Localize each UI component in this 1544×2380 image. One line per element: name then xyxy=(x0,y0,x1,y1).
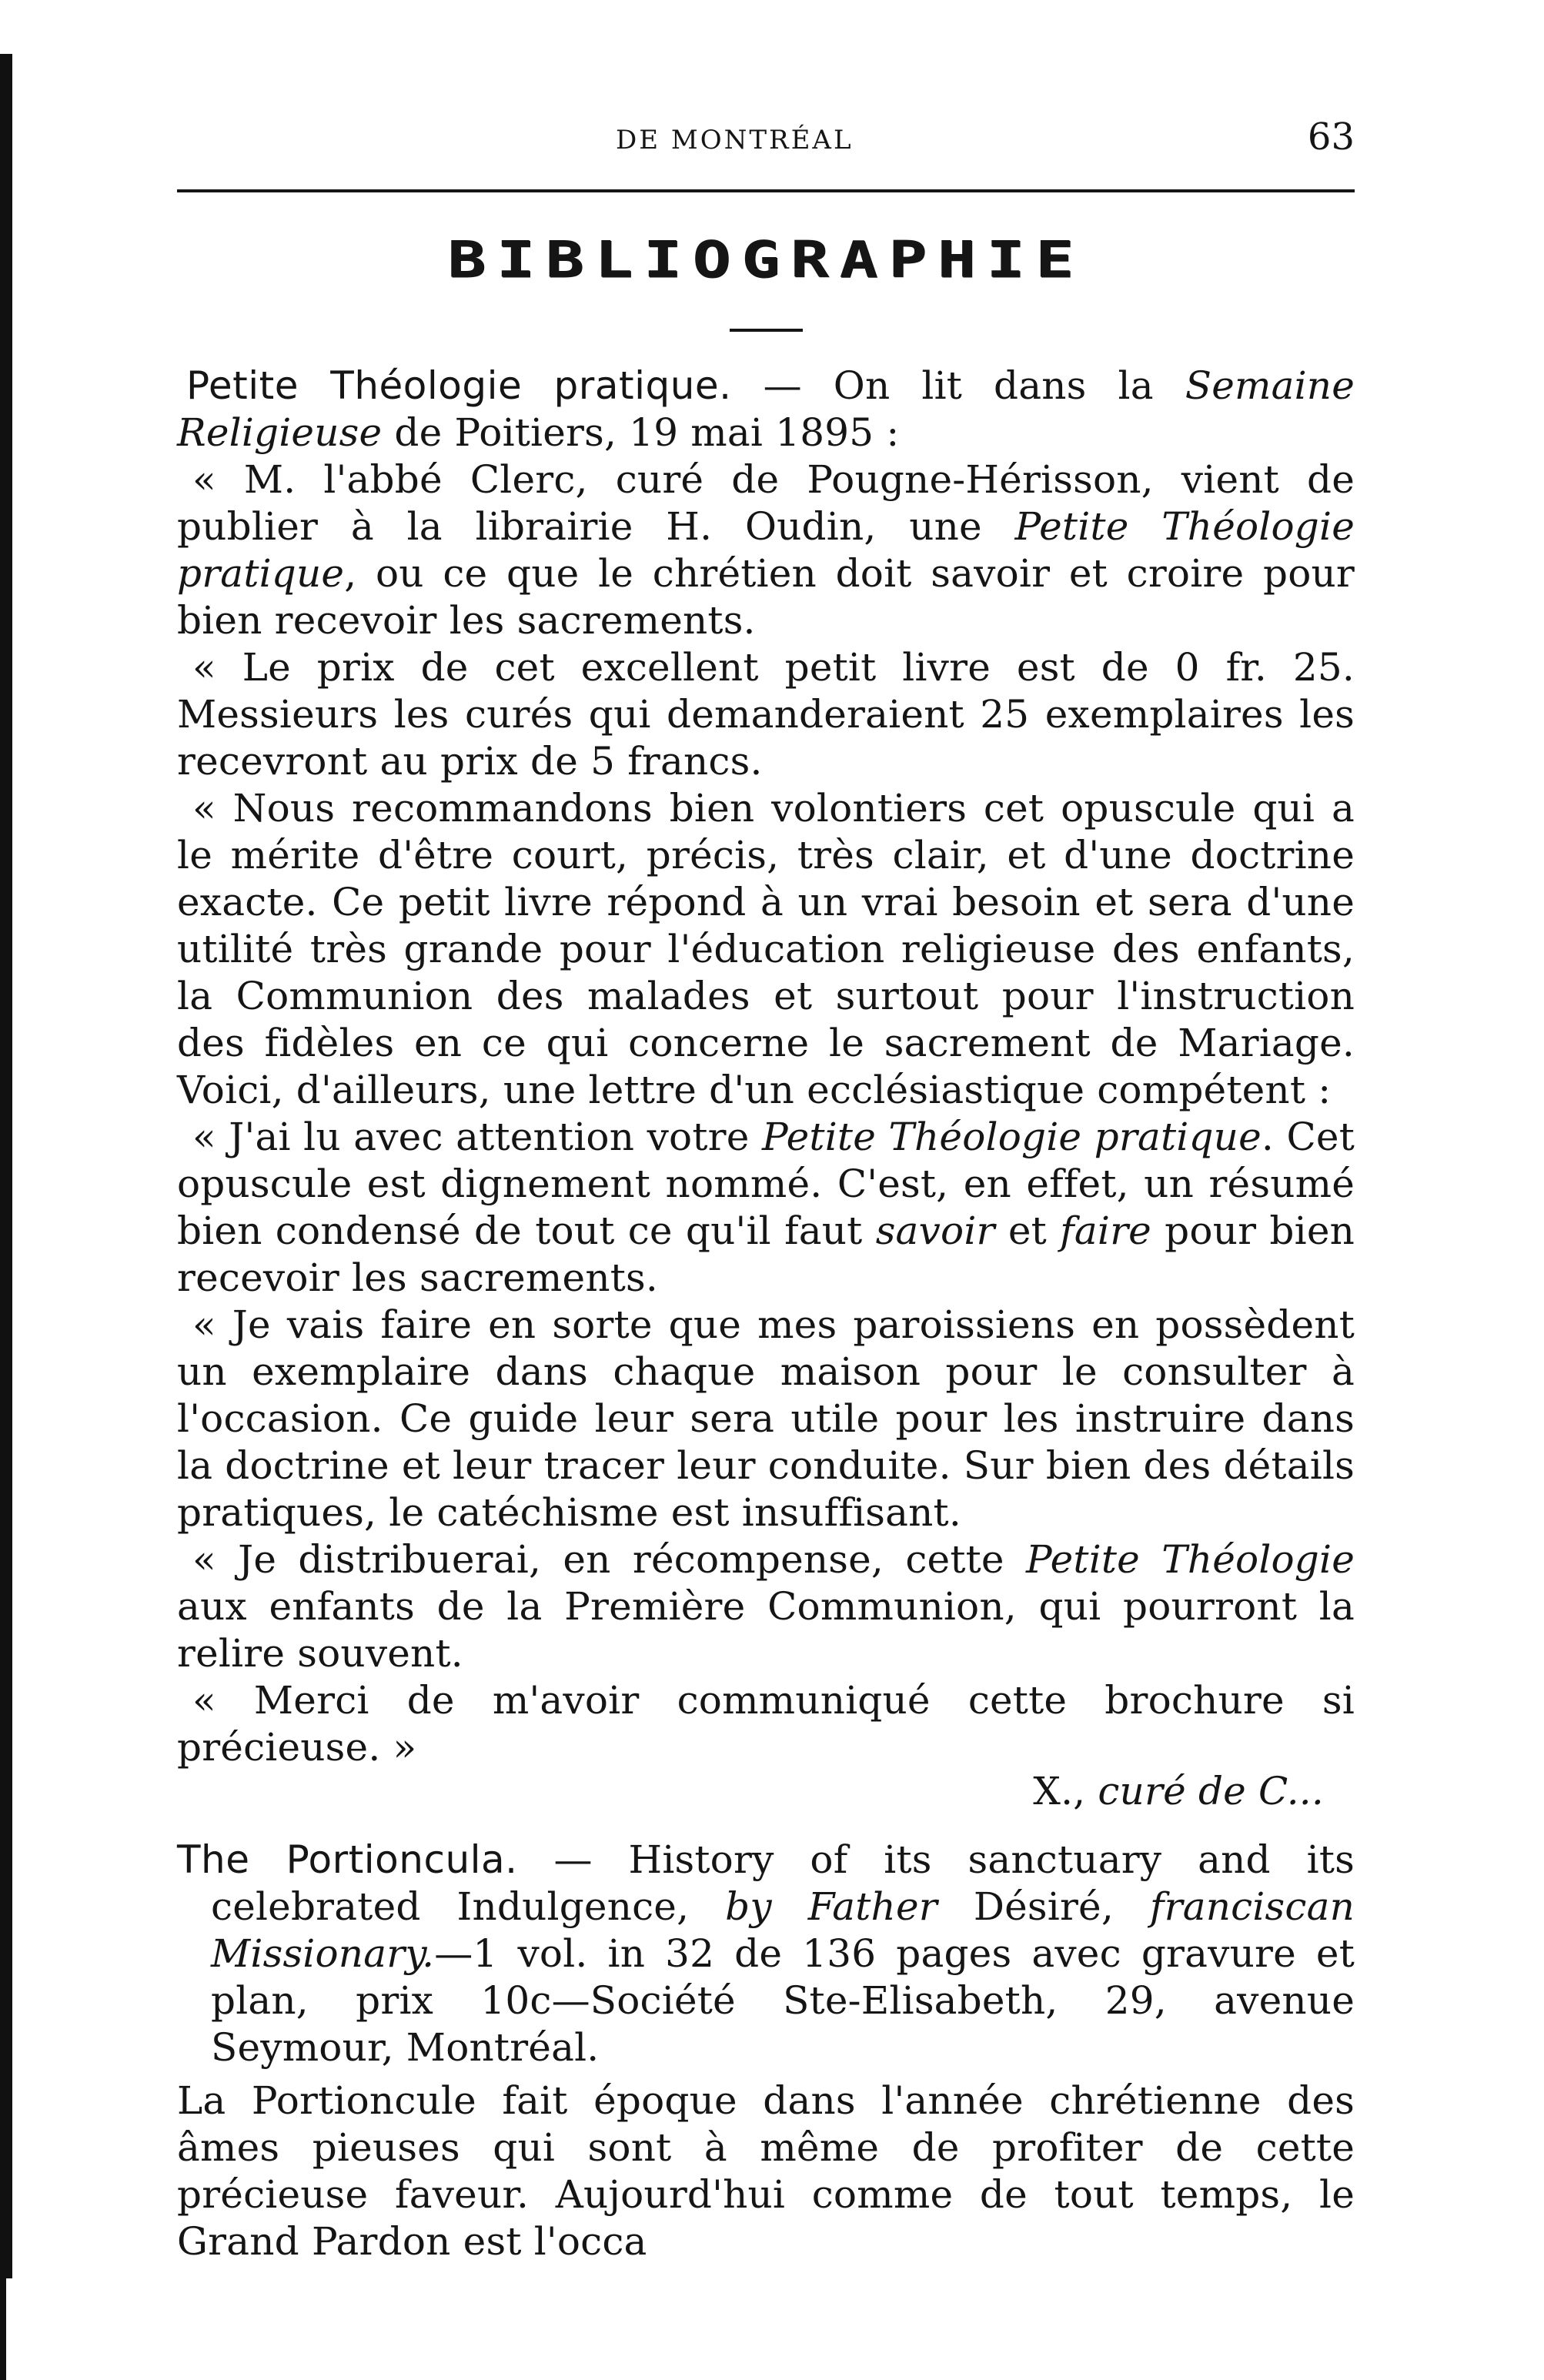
description-text: — History of its sanctuary and its celebrated Indulgence, xyxy=(211,1837,1355,1930)
letter-paragraph-1 xyxy=(177,1114,1355,1302)
book-page xyxy=(177,115,1355,2309)
book-title: Petite Théologie pratique xyxy=(762,1115,1262,1160)
letter-text: « Je distribuerai, en récompense, cette xyxy=(192,1537,1027,1583)
quote-text: « M. l'abbé Clerc, curé de Pougne-Hérisson, vient de publier à la librairie H. Oudin, une xyxy=(177,457,1355,550)
entry-intro-source: de Poitiers, 19 mai 1895 : xyxy=(382,410,900,456)
entry-intro-text: — On lit dans la xyxy=(731,363,1185,409)
letter-text: « J'ai lu avec attention votre xyxy=(192,1115,763,1160)
scan-edge-lower xyxy=(0,2201,6,2380)
letter-text: aux enfants de la Première Communion, qui pourront la relire souvent. xyxy=(177,1584,1355,1676)
quote-text: , ou ce que le chrétien doit savoir et croire pour bien recevoir les sacrements. xyxy=(177,551,1355,643)
bibliography-entry-theologie xyxy=(177,363,1355,1815)
entry-title: Petite Théologie pratique. xyxy=(186,363,732,409)
letter-paragraph-2: « Je vais faire en sorte que mes paroissiens en possèdent un exemplaire dans chaque maison pour le consulter à l'occasion. Ce guide leur sera utile pour les instruire dans la doctrine et leur tracer leur conduite. Sur bien des détails pratiques, le catéchisme est insuffisant. xyxy=(177,1302,1355,1536)
bibliography-entry-portioncula xyxy=(177,1837,1355,2265)
letter-text: . Cet opuscule est dignement nommé. C'est, en effet, un résumé bien condensé de tout ce qu'il faut xyxy=(177,1115,1355,1254)
entry-intro xyxy=(177,363,1355,456)
letter-paragraph-3 xyxy=(177,1536,1355,1677)
portioncula-paragraph: La Portioncule fait époque dans l'année chrétienne des âmes pieuses qui sont à même de profiter de cette précieuse faveur. Aujourd'hui comme de tout temps, le Grand Pardon est l'occa xyxy=(177,2078,1355,2265)
author-name: Désiré, xyxy=(937,1884,1150,1930)
author-role: franciscan Missionary. xyxy=(211,1884,1355,1977)
signature-name: X., xyxy=(1033,1769,1098,1814)
section-title: BIBLIOGRAPHIE xyxy=(447,230,1084,289)
letter-text: pour bien recevoir les sacrements. xyxy=(177,1208,1355,1301)
emphasis-faire: faire xyxy=(1060,1208,1151,1254)
author-prefix: by Father xyxy=(725,1884,937,1930)
scan-edge xyxy=(0,54,12,2278)
page-number: 63 xyxy=(1307,115,1355,159)
header-rule xyxy=(177,189,1355,192)
entry-title: The Portioncula. xyxy=(177,1837,518,1883)
portioncula-description xyxy=(177,1837,1355,2071)
letter-text: et xyxy=(994,1208,1061,1254)
letter-signature xyxy=(177,1768,1355,1815)
section-divider xyxy=(730,329,803,332)
quote-paragraph-1 xyxy=(177,456,1355,644)
publication-details: —1 vol. in 32 de 136 pages avec gravure et plan, prix 10c—Société Ste-Elisabeth, 29, avenue Seymour, Montréal. xyxy=(211,1931,1355,2071)
letter-paragraph-4: « Merci de m'avoir communiqué cette brochure si précieuse. » xyxy=(177,1678,1355,1770)
signature-title: curé de C... xyxy=(1098,1769,1324,1814)
journal-title: Semaine Religieuse xyxy=(177,363,1355,456)
emphasis-savoir: savoir xyxy=(875,1208,995,1254)
running-title: DE MONTRÉAL xyxy=(616,125,854,155)
quote-paragraph-2: « Le prix de cet excellent petit livre est de 0 fr. 25. Messieurs les curés qui demanderaient 25 exemplaires les recevront au prix de 5 francs. xyxy=(177,645,1355,784)
quote-paragraph-3: « Nous recommandons bien volontiers cet opuscule qui a le mérite d'être court, précis, très clair, et d'une doctrine exacte. Ce petit livre répond à un vrai besoin et sera d'une utilité très grande pour l'éducation religieuse des enfants, la Communion des malades et surtout pour l'instruction des fidèles en ce qui concerne le sacrement de Mariage. Voici, d'ailleurs, une lettre d'un ecclésiastique compétent : xyxy=(177,786,1355,1113)
book-title: Petite Théologie xyxy=(1026,1537,1355,1583)
running-header xyxy=(177,115,1355,169)
book-title: Petite Théologie pratique xyxy=(177,504,1355,597)
